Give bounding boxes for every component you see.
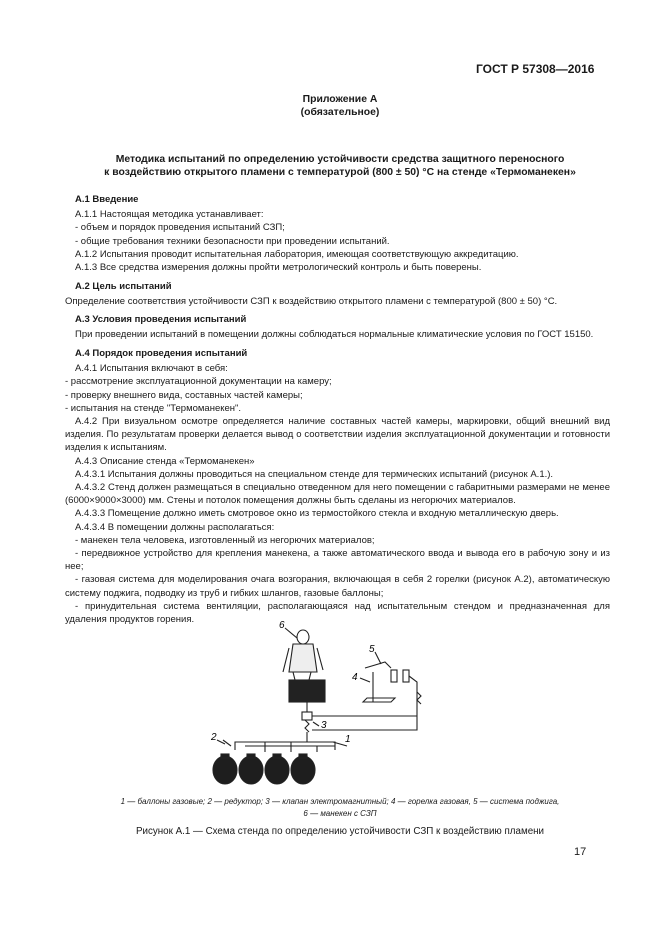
paragraph: - передвижное устройство для крепления манекена, а также автоматического ввода и вывода его в рабочую зону и из нее; — [65, 548, 610, 573]
appendix-subtitle: (обязательное) — [300, 107, 380, 118]
figure-label: 5 — [369, 644, 375, 655]
paragraph: При проведении испытаний в помещении должны соблюдаться нормальные климатические условия по ГОСТ 15150. — [75, 328, 594, 340]
paragraph: А.4.3.1 Испытания должны проводиться на специальном стенде для термических испытаний (рисунок А.1.). — [75, 468, 554, 480]
mannequin-figure — [283, 630, 323, 680]
section-heading: А.4 Порядок проведения испытаний — [75, 348, 248, 360]
valve-3 — [302, 712, 312, 732]
gas-cylinders — [213, 754, 315, 784]
paragraph: - объем и порядок проведения испытаний СЗП; — [75, 222, 285, 234]
gas-pipe — [312, 676, 417, 730]
figure-legend-line1: 1 — баллоны газовые; 2 — редуктор; 3 — клапан электромагнитный; 4 — горелка газовая, 5 — система поджига, — [120, 797, 560, 806]
figure-label: 1 — [345, 734, 351, 745]
section-heading: А.2 Цель испытаний — [75, 281, 172, 293]
pedestal — [289, 680, 325, 702]
figure-label: 6 — [279, 620, 285, 631]
paragraph: А.4.3.2 Стенд должен размещаться в специально отведенном для него помещении с габаритными размерами не менее (6000×9000×3000) мм. Стены и потолок помещения должны быть сделаны из негорючих материалов. — [65, 482, 610, 507]
test-stand-diagram — [195, 620, 445, 790]
document-body — [65, 188, 610, 626]
figure-legend-line2: 6 — манекен с СЗП — [303, 809, 377, 818]
main-title-line2: к воздействию открытого пламени с температурой (800 ± 50) °С на стенде «Термоманекен» — [104, 167, 576, 178]
paragraph: А.1.1 Настоящая методика устанавливает: — [75, 209, 264, 221]
paragraph: - газовая система для моделирования очага возгорания, включающая в себя 2 горелки (рисунок А.2), автоматическую систему поджига, подводку из труб и гибких шлангов, газовые баллоны; — [65, 574, 610, 599]
paragraph: - проверку внешнего вида, составных частей камеры; — [65, 389, 303, 401]
paragraph: Определение соответствия устойчивости СЗП к воздействию открытого пламени с температурой (800 ± 50) °С. — [65, 296, 558, 308]
paragraph: - испытания на стенде "Термоманекен". — [65, 402, 242, 414]
paragraph: А.4.3 Описание стенда «Термоманекен» — [75, 455, 255, 467]
main-title-line1: Методика испытаний по определению устойчивости средства защитного переносного — [115, 154, 565, 165]
paragraph: А.4.3.4 В помещении должны располагаться: — [75, 521, 275, 533]
paragraph: А.4.1 Испытания включают в себя: — [75, 363, 228, 375]
gas-pipe — [235, 732, 307, 750]
figure-label: 3 — [321, 720, 327, 731]
page-number: 17 — [574, 846, 587, 858]
paragraph: А.1.2 Испытания проводит испытательная лаборатория, имеющая соответствующую аккредитацию. — [75, 248, 519, 260]
figure-title: Рисунок А.1 — Схема стенда по определению устойчивости СЗП к воздействию пламени — [135, 826, 545, 837]
paragraph: А.4.2 При визуальном осмотре определяется наличие составных частей камеры, маркировки, общий внешний вид изделия. По результатам проверки делается вывод о соответствии изделия эксплуатационной документации и готовности изделия к испытаниям. — [65, 416, 610, 454]
paragraph: - принудительная система вентиляции, располагающаяся над испытательным стендом и предназначенная для удаления продуктов горения. — [65, 600, 610, 626]
paragraph: - общие требования техники безопасности при проведении испытаний. — [75, 235, 390, 247]
section-heading: А.3 Условия проведения испытаний — [75, 313, 247, 325]
paragraph: - рассмотрение эксплуатационной документации на камеру; — [65, 376, 332, 388]
paragraph: А.4.3.3 Помещение должно иметь смотровое окно из термостойкого стекла и входную металлическую дверь. — [75, 508, 559, 520]
standard-number: ГОСТ Р 57308—2016 — [476, 62, 595, 76]
figure-label: 2 — [211, 732, 217, 743]
paragraph: А.1.3 Все средства измерения должны пройти метрологический контроль и быть поверены. — [75, 262, 482, 274]
appendix-title: Приложение А — [302, 94, 378, 105]
paragraph: - манекен тела человека, изготовленный из негорючих материалов; — [75, 534, 375, 546]
figure-label: 4 — [352, 672, 358, 683]
section-heading: А.1 Введение — [75, 194, 139, 205]
